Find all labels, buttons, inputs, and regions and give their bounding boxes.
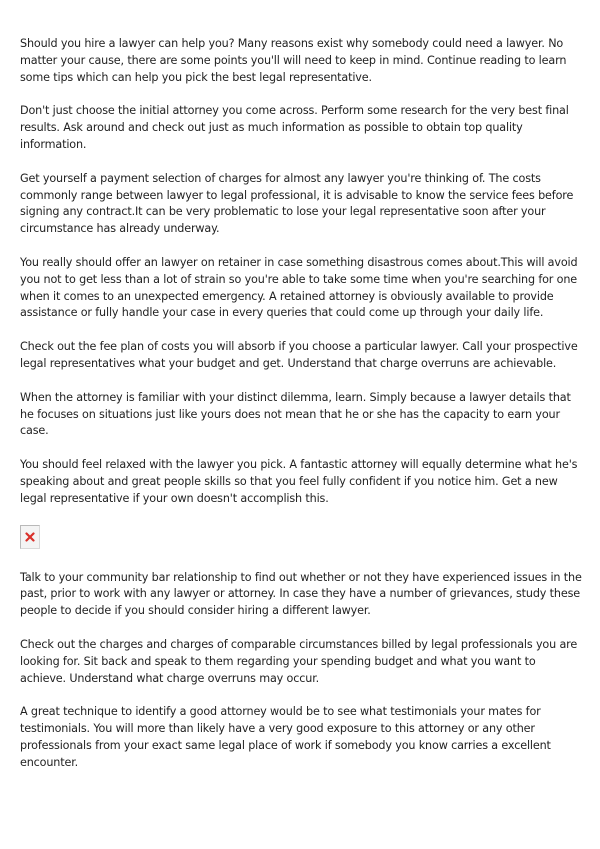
- paragraph: Get yourself a payment selection of charges for almost any lawyer you're thinking of. The costs commonly range between lawyer to legal professional, it is advisable to know the service fees before signing any contract.It can be very problematic to lose your legal representative soon after your circumstance has already underway.: [20, 171, 574, 236]
- paragraph: Don't just choose the initial attorney you come across. Perform some research for the very best final results. Ask around and check out just as much information as possible to obtain top quality information.: [20, 104, 569, 151]
- paragraph: Talk to your community bar relationship to find out whether or not they have experienced issues in the past, prior to work with any lawyer or attorney. In case they have a number of grievances, study these people to decide if you should consider hiring a different lawyer.: [20, 570, 582, 618]
- document-page: [20, 36, 583, 789]
- paragraph: Check out the fee plan of costs you will absorb if you choose a particular lawyer. Call your prospective legal representatives what your budget and get. Understand that charge overruns are achievable.: [20, 340, 578, 370]
- broken-image-placeholder: [20, 525, 40, 549]
- paragraph: Should you hire a lawyer can help you? Many reasons exist why somebody could need a lawyer. No matter your cause, there are some points you'll will need to keep in mind. Continue reading to learn some tips which can help you pick the best legal representative.: [20, 37, 567, 84]
- paragraph: You really should offer an lawyer on retainer in case something disastrous comes about.This will avoid you not to get less than a lot of strain so you're able to take some time when you're searching for one when it comes to an unexpected emergency. A retained attorney is obviously available to provide assistance or fully handle your case in every queries that could come up through your daily life.: [20, 255, 578, 320]
- paragraph: When the attorney is familiar with your distinct dilemma, learn. Simply because a lawyer details that he focuses on situations just like yours does not mean that he or she has the capacity to earn your case.: [20, 390, 571, 438]
- paragraph: A great technique to identify a good attorney would be to see what testimonials your mates for testimonials. You will more than likely have a very good exposure to this attorney or any other professionals from your exact same legal place of work if somebody you know carries a excellent encounter.: [20, 705, 551, 769]
- paragraph: You should feel relaxed with the lawyer you pick. A fantastic attorney will equally determine what he's speaking about and great people skills so that you feel fully confident if you notice him. Get a new legal representative if your own doesn't accomplish this.: [20, 458, 578, 505]
- broken-image-icon: [25, 532, 35, 542]
- paragraph: Check out the charges and charges of comparable circumstances billed by legal professionals you are looking for. Sit back and speak to them regarding your spending budget and what you want to achieve. Understand what charge overruns may occur.: [20, 637, 578, 685]
